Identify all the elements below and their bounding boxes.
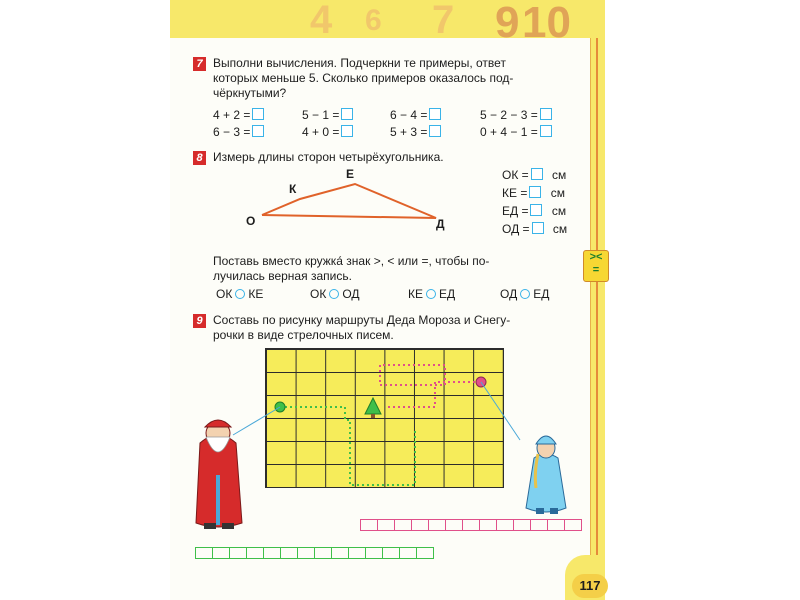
side-line — [596, 38, 598, 568]
answer-box[interactable] — [532, 222, 544, 234]
answer-cell[interactable] — [462, 519, 480, 531]
task7-line: чёркнутыми? — [213, 86, 287, 100]
green-route-path — [280, 407, 415, 485]
badge-equals: = — [592, 264, 600, 276]
pink-route-path — [385, 382, 480, 407]
measure-label: ОД = — [502, 222, 530, 236]
answer-cell[interactable] — [564, 519, 582, 531]
compare-right: ЕД — [533, 287, 550, 301]
compare-circle[interactable] — [520, 289, 530, 299]
unit-label: см — [552, 222, 568, 236]
header-band — [170, 0, 605, 38]
task7-line: которых меньше 5. Сколько примеров оказалось под- — [213, 71, 514, 85]
answer-cell[interactable] — [530, 519, 548, 531]
compare-right: ОД — [342, 287, 360, 301]
snegurochka-pointer — [481, 382, 520, 440]
pink-answer-cells — [360, 518, 581, 530]
equation-text: 4 + 0 = — [302, 125, 340, 139]
compare-left: КЕ — [408, 287, 423, 301]
answer-cell[interactable] — [377, 519, 395, 531]
answer-cell[interactable] — [263, 547, 281, 559]
measure-label: КЕ = — [502, 186, 528, 200]
measure-label: ОК = — [502, 168, 529, 182]
task-number: 7 — [193, 57, 206, 71]
measure-row — [502, 222, 567, 236]
ded-moroz-illustration — [188, 415, 250, 533]
compare-item — [500, 287, 549, 301]
equation — [390, 125, 441, 139]
answer-cell[interactable] — [428, 519, 446, 531]
task-number: 8 — [193, 151, 206, 165]
equation-text: 6 − 3 = — [213, 125, 251, 139]
task7-line: Выполни вычисления. Подчеркни те примеры, ответ — [213, 56, 506, 70]
answer-cell[interactable] — [195, 547, 213, 559]
answer-cell[interactable] — [246, 547, 264, 559]
equation — [213, 108, 264, 122]
answer-cell[interactable] — [547, 519, 565, 531]
answer-box[interactable] — [540, 125, 552, 137]
task-number: 9 — [193, 314, 206, 328]
answer-cell[interactable] — [394, 519, 412, 531]
compare-item — [216, 287, 263, 301]
vertex-label-o: О — [246, 214, 256, 228]
header-number: 6 — [365, 4, 382, 37]
equation — [302, 108, 353, 122]
equation — [390, 108, 441, 122]
equation-text: 6 − 4 = — [390, 108, 428, 122]
vertex-label-d: Д — [436, 217, 445, 231]
unit-label: см — [550, 186, 565, 200]
compare-right: КЕ — [248, 287, 264, 301]
compare-circle[interactable] — [426, 289, 436, 299]
answer-box[interactable] — [531, 168, 543, 180]
measure-row — [502, 204, 566, 218]
compare-left: ОД — [500, 287, 518, 301]
compare-left: ОК — [310, 287, 327, 301]
badge-top-signs: >< — [589, 251, 603, 263]
snegurochka-illustration — [518, 428, 574, 518]
equation-text: 5 − 1 = — [302, 108, 340, 122]
compare-left: ОК — [216, 287, 233, 301]
answer-cell[interactable] — [297, 547, 315, 559]
answer-box[interactable] — [530, 204, 542, 216]
equation-text: 0 + 4 − 1 = — [480, 125, 538, 139]
answer-cell[interactable] — [382, 547, 400, 559]
answer-box[interactable] — [341, 108, 353, 120]
header-number: 4 — [310, 0, 333, 38]
answer-box[interactable] — [252, 108, 264, 120]
task8-line: Измерь длины сторон четырёхугольника. — [213, 150, 444, 164]
tree-icon — [365, 398, 381, 414]
answer-cell[interactable] — [496, 519, 514, 531]
compare-item — [408, 287, 455, 301]
answer-cell[interactable] — [229, 547, 247, 559]
measure-row — [502, 186, 565, 200]
equation-text: 5 − 2 − 3 = — [480, 108, 538, 122]
equation-text: 5 + 3 = — [390, 125, 428, 139]
answer-cell[interactable] — [212, 547, 230, 559]
page-number: 117 — [572, 574, 608, 598]
answer-cell[interactable] — [513, 519, 531, 531]
compare-circle[interactable] — [329, 289, 339, 299]
answer-cell[interactable] — [399, 547, 417, 559]
unit-label: см — [552, 168, 567, 182]
answer-box[interactable] — [341, 125, 353, 137]
task8-compare-line: Поставь вместо кружка́ знак >, < или =, чтобы по- — [213, 254, 490, 268]
answer-cell[interactable] — [365, 547, 383, 559]
vertex-label-e: Е — [346, 167, 355, 181]
unit-label: см — [551, 204, 567, 218]
answer-cell[interactable] — [348, 547, 366, 559]
answer-box[interactable] — [429, 125, 441, 137]
answer-box[interactable] — [252, 125, 264, 137]
header-numbers — [170, 0, 605, 38]
vertex-label-k: К — [289, 182, 297, 196]
task9-line: Составь по рисунку маршруты Деда Мороза и Снегу- — [213, 313, 511, 327]
compare-right: ЕД — [439, 287, 456, 301]
answer-cell[interactable] — [360, 519, 378, 531]
quadrilateral-figure — [240, 165, 460, 235]
equation — [213, 125, 264, 139]
header-number: 10 — [522, 0, 571, 38]
header-number: 7 — [432, 0, 455, 38]
equation — [302, 125, 353, 139]
measure-row — [502, 168, 566, 182]
answer-box[interactable] — [540, 108, 552, 120]
equation — [480, 125, 552, 139]
tree-trunk — [371, 414, 375, 418]
answer-cell[interactable] — [411, 519, 429, 531]
answer-cell[interactable] — [314, 547, 332, 559]
compare-circle[interactable] — [235, 289, 245, 299]
answer-box[interactable] — [429, 108, 441, 120]
green-answer-cells — [195, 546, 433, 558]
task8-compare-line: лучилась верная запись. — [213, 269, 352, 283]
answer-cell[interactable] — [280, 547, 298, 559]
answer-cell[interactable] — [445, 519, 463, 531]
compare-item — [310, 287, 360, 301]
measure-label: ЕД = — [502, 204, 529, 218]
compare-signs-badge — [583, 250, 609, 282]
equation-text: 4 + 2 = — [213, 108, 251, 122]
answer-cell[interactable] — [331, 547, 349, 559]
task9-line: рочки в виде стрелочных писем. — [213, 328, 394, 342]
header-number: 9 — [495, 0, 520, 38]
answer-box[interactable] — [529, 186, 541, 198]
equation — [480, 108, 552, 122]
answer-cell[interactable] — [479, 519, 497, 531]
answer-cell[interactable] — [416, 547, 434, 559]
